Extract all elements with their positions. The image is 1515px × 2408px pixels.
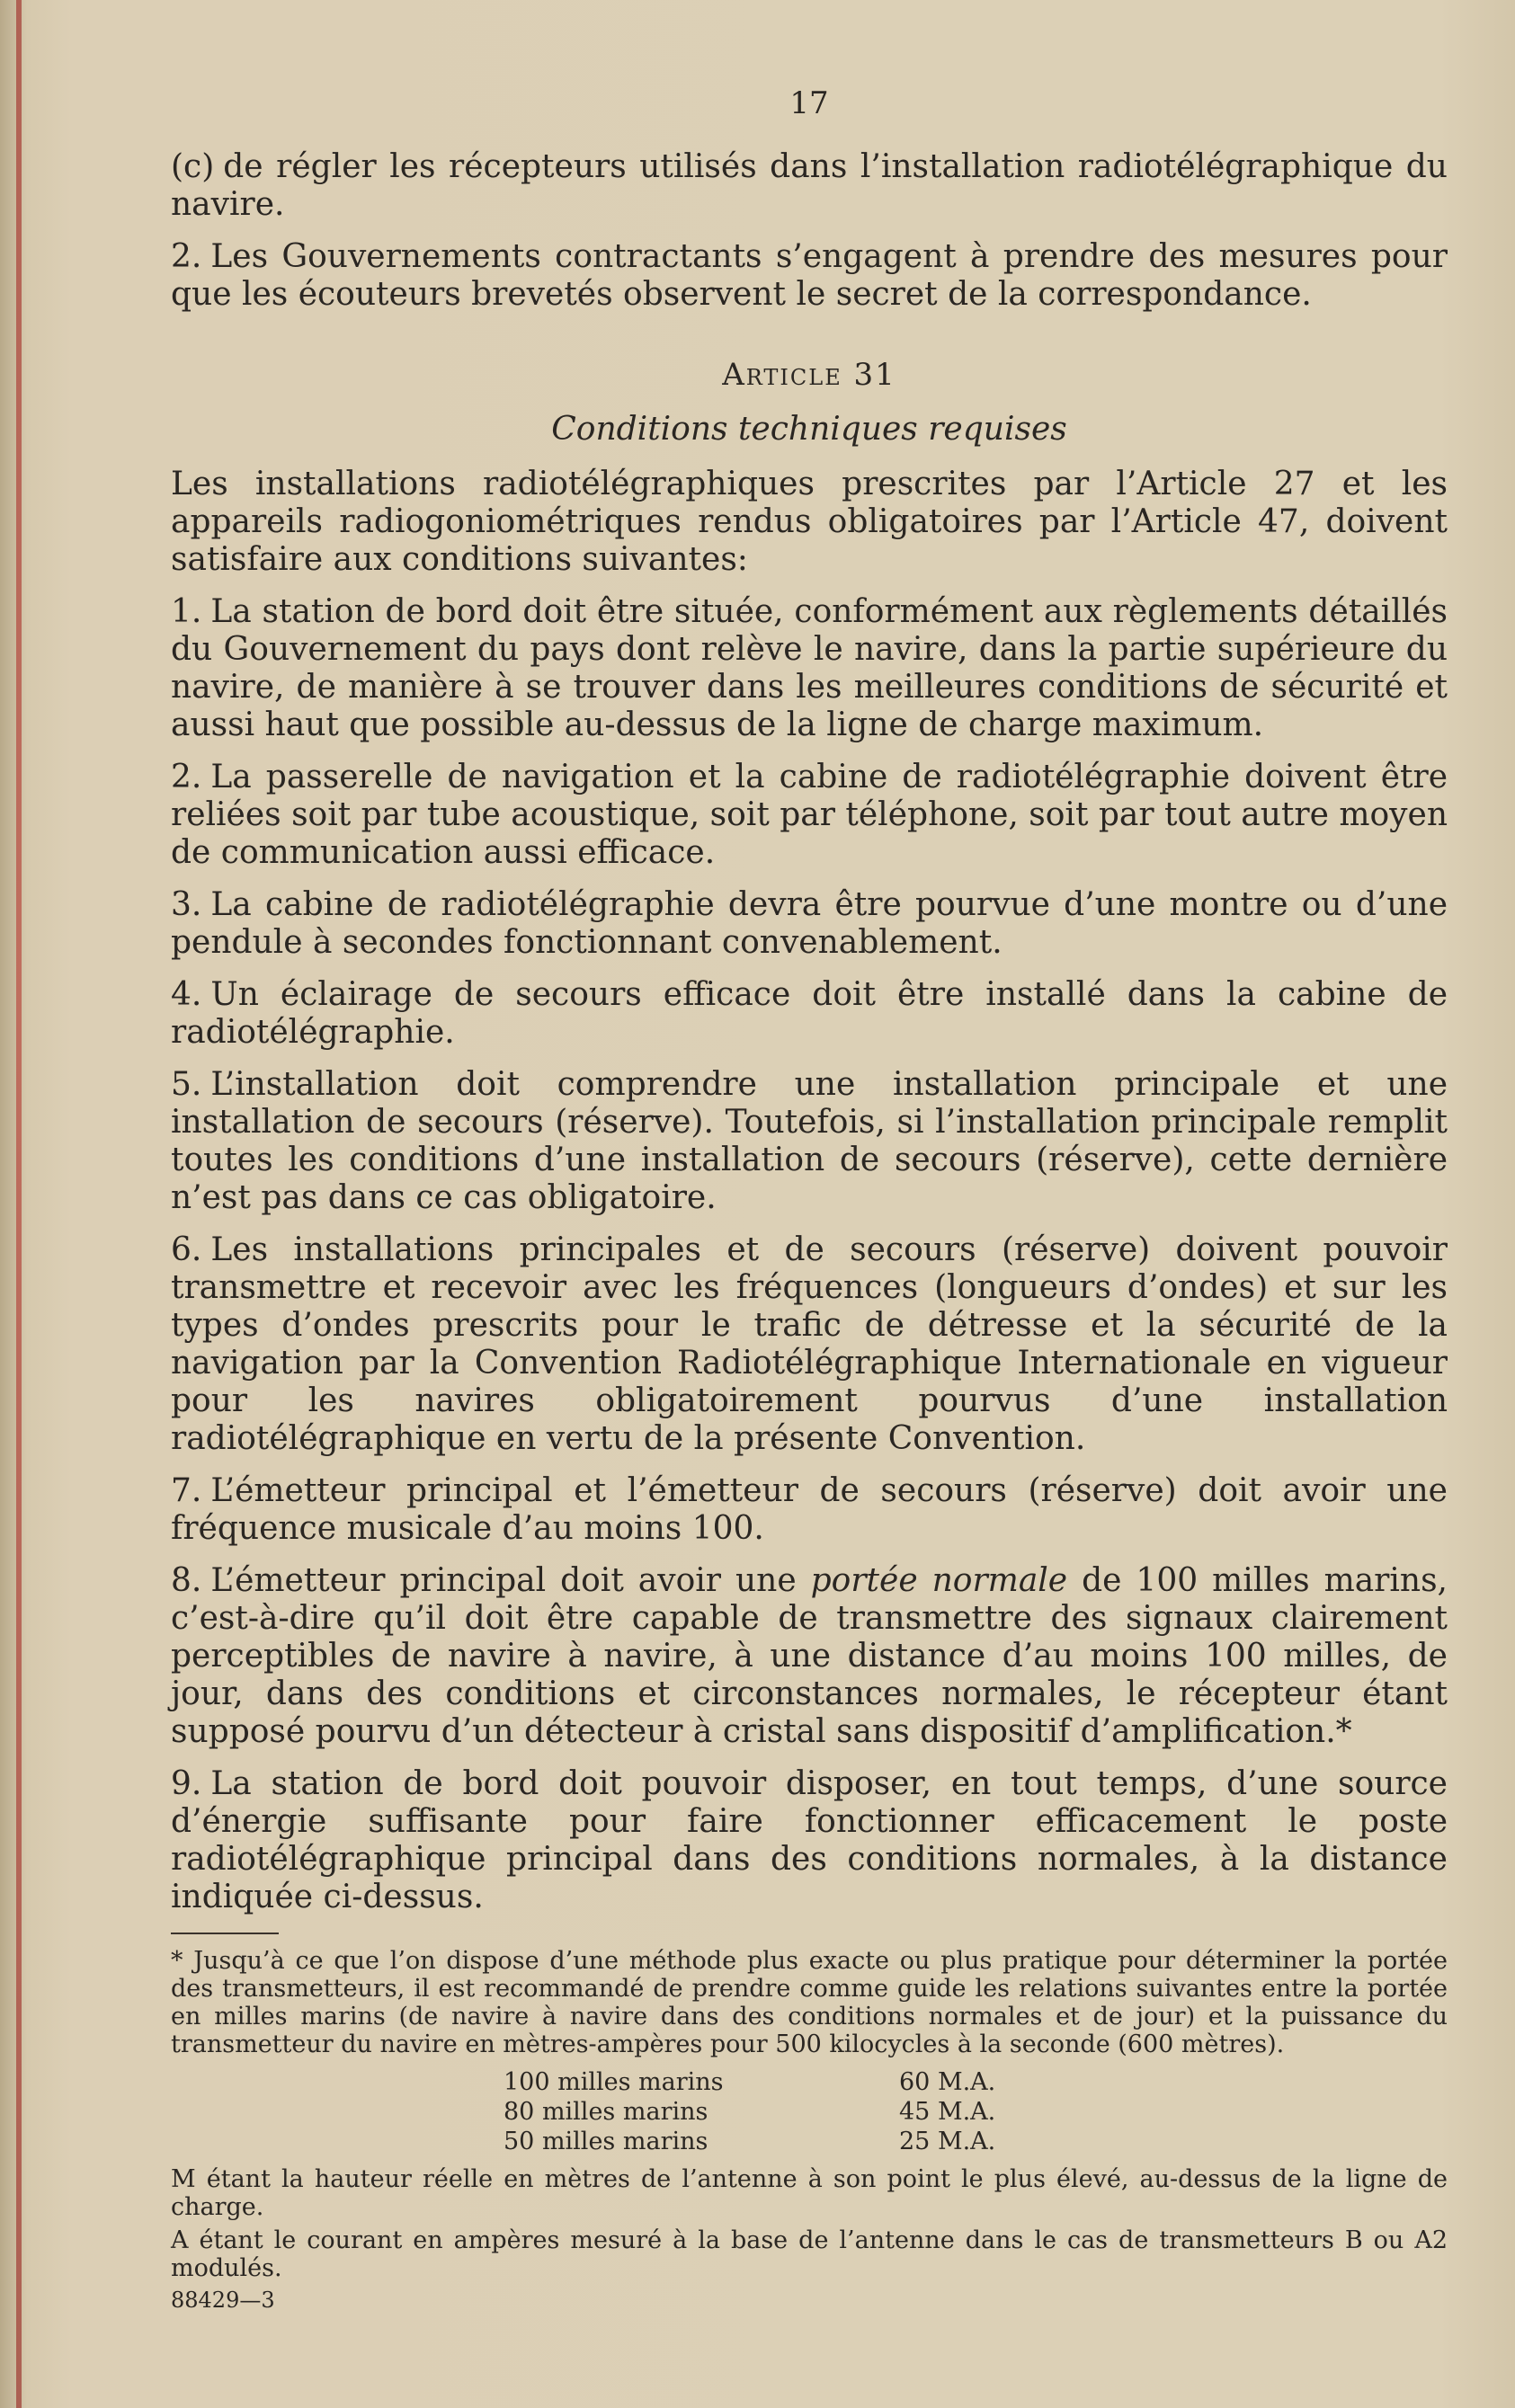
paragraph-label: (c) xyxy=(171,148,215,185)
article-item-5 xyxy=(171,1066,1448,1217)
table-cell-value: 25 M.A. xyxy=(899,2128,996,2155)
item-text: L’installation doit comprendre une installation principale et une installation de secours (réserve). Toutefois, si l’installation principale remplit toutes les conditions d’une installation de secours (réserve), cette dernière n’est pas dans ce cas obligatoire. xyxy=(171,1066,1448,1216)
table-cell-distance: 50 milles marins xyxy=(504,2128,708,2155)
article-item-4 xyxy=(171,976,1448,1052)
paragraph-text: Les Gouvernements contractants s’engagent à prendre des mesures pour que les écouteurs brevetés observent le secret de la correspondance. xyxy=(171,238,1448,313)
table-row xyxy=(171,2097,995,2127)
item-label: 2. xyxy=(171,759,202,795)
item-label: 4. xyxy=(171,976,202,1013)
article-intro: Les installations radiotélégraphiques prescrites par l’Article 27 et les appareils radiogoniométriques rendus obligatoires par l’Article 47, doivent satisfaire aux conditions suivantes: xyxy=(171,466,1448,578)
page-number: 17 xyxy=(789,85,829,121)
item-text: Les installations principales et de secours (réserve) doivent pouvoir transmettre et recevoir avec les fréquences (longueurs d’ondes) et sur les types d’ondes prescrits pour le trafic de détresse et la sécurité de la navigation par la Convention Radiotélégraphique Internationale en vigueur pour les navires obligatoirement pourvus d’une installation radiotélégraphique en vertu de la présente Convention. xyxy=(171,1231,1448,1457)
paragraph-text: de régler les récepteurs utilisés dans l’installation radiotélégraphique du navire. xyxy=(171,148,1448,223)
item-text: L’émetteur principal et l’émetteur de secours (réserve) doit avoir une fréquence musicale d’au moins 100. xyxy=(171,1472,1448,1547)
document-body xyxy=(171,85,1448,2313)
table-row xyxy=(171,2067,995,2097)
footnote-divider xyxy=(171,1933,279,1934)
binding-spine xyxy=(16,0,22,2408)
item-label: 6. xyxy=(171,1231,202,1268)
item-label: 5. xyxy=(171,1066,202,1103)
article-title: Article 31 xyxy=(722,357,896,393)
item-text: La passerelle de navigation et la cabine de radiotélégraphie doivent être reliées soit par tube acoustique, soit par téléphone, soit par tout autre moyen de communication aussi efficace. xyxy=(171,759,1448,871)
item-text: La cabine de radiotélégraphie devra être pourvue d’une montre ou d’une pendule à secondes fonctionnant convenablement. xyxy=(171,886,1448,961)
item-text: La station de bord doit être située, conformément aux règlements détaillés du Gouvernement du pays dont relève le navire, dans la partie supérieure du navire, de manière à se trouver dans les meilleures conditions de sécurité et aussi haut que possible au-dessus de la ligne de charge maximum. xyxy=(171,593,1448,743)
item-text-after: de 100 milles marins, c’est-à-dire qu’il doit être capable de transmettre des signaux clairement perceptibles de navire à navire, à une distance d’au moins 100 milles, de jour, dans des conditions et circonstances normales, le récepteur étant supposé pourvu d’un détecteur à cristal sans dispositif d’amplification.* xyxy=(171,1562,1448,1750)
item-label: 9. xyxy=(171,1765,202,1802)
article-item-3 xyxy=(171,886,1448,962)
footnote-note-a: A étant le courant en ampères mesuré à la base de l’antenne dans le cas de transmetteurs B ou A2 modulés. xyxy=(171,2226,1448,2282)
item-label: 7. xyxy=(171,1472,202,1509)
footnote-note-m: M étant la hauteur réelle en mètres de l’antenne à son point le plus élevé, au-dessus de la ligne de charge. xyxy=(171,2165,1448,2221)
article-item-1 xyxy=(171,593,1448,744)
article-item-8 xyxy=(171,1562,1448,1751)
printer-code: 88429—3 xyxy=(171,2288,275,2313)
footnote-table xyxy=(171,2067,995,2156)
table-cell-distance: 80 milles marins xyxy=(504,2098,708,2126)
article-item-7 xyxy=(171,1472,1448,1548)
table-cell-distance: 100 milles marins xyxy=(504,2068,724,2096)
item-label: 1. xyxy=(171,593,202,630)
paragraph-label: 2. xyxy=(171,238,202,275)
paragraph-c xyxy=(171,148,1448,224)
item-text-italic: portée normale xyxy=(810,1562,1068,1599)
article-item-2 xyxy=(171,759,1448,872)
item-label: 3. xyxy=(171,886,202,923)
article-item-9 xyxy=(171,1765,1448,1916)
item-label: 8. xyxy=(171,1562,202,1599)
item-text-before: L’émetteur principal doit avoir une xyxy=(210,1562,811,1599)
table-cell-value: 45 M.A. xyxy=(899,2098,996,2126)
item-text: Un éclairage de secours efficace doit être installé dans la cabine de radiotélégraphie. xyxy=(171,976,1448,1051)
paragraph-2 xyxy=(171,238,1448,314)
article-item-6 xyxy=(171,1231,1448,1458)
table-cell-value: 60 M.A. xyxy=(899,2068,996,2096)
article-subtitle: Conditions techniques requises xyxy=(551,411,1067,448)
table-row xyxy=(171,2127,995,2156)
footnote-text: * Jusqu’à ce que l’on dispose d’une méthode plus exacte ou plus pratique pour déterminer la portée des transmetteurs, il est recommandé de prendre comme guide les relations suivantes entre la portée en milles marins (de navire à navire dans des conditions normales et de jour) et la puissance du transmetteur du navire en mètres-ampères pour 500 kilocycles à la seconde (600 mètres). xyxy=(171,1947,1448,2058)
item-text: La station de bord doit pouvoir disposer, en tout temps, d’une source d’énergie suffisante pour faire fonctionner efficacement le poste radiotélégraphique principal dans des conditions normales, à la distance indiquée ci-dessus. xyxy=(171,1765,1448,1915)
